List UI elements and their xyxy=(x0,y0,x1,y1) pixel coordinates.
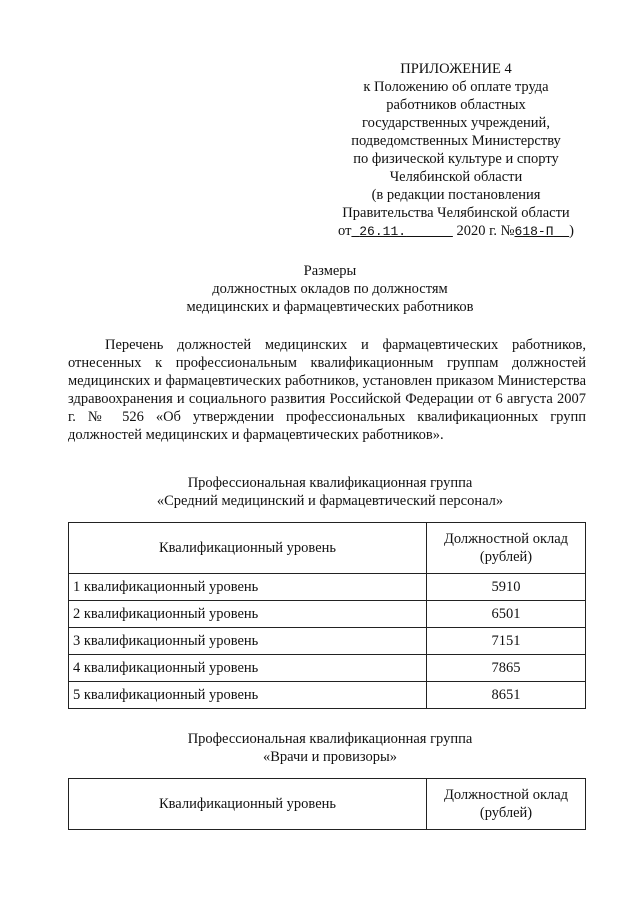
level-cell: 5 квалификационный уровень xyxy=(69,682,427,709)
document-title xyxy=(60,262,600,316)
appendix-date-line xyxy=(326,222,586,241)
header-level: Квалификационный уровень xyxy=(69,523,427,574)
appendix-line: подведомственных Министерству xyxy=(351,133,561,149)
intro-paragraph: Перечень должностей медицинских и фармацевтических работников, отнесенных к профессиональным квалификационным группам должностей медицинских и фармацевтических работников, установлен приказом Министерства здравоохранения и социального развития Российской Федерации от 6 августа 2007 г. № 526 «Об утверждении профессиональных квалификационных групп должностей медицинских и фармацевтических работников». xyxy=(68,337,586,443)
appendix-line: государственных учреждений, xyxy=(362,115,550,131)
appendix-line: по физической культуре и спорту xyxy=(353,151,559,167)
table-header-row xyxy=(69,779,586,830)
salary-table-middle-staff xyxy=(68,522,586,709)
salary-table-doctors xyxy=(68,778,586,830)
title-line: медицинских и фармацевтических работников xyxy=(186,299,474,315)
salary-cell: 7865 xyxy=(427,655,586,682)
group-heading-line: «Врачи и провизоры» xyxy=(262,749,398,765)
appendix-line: (в редакции постановления xyxy=(371,187,541,203)
appendix-line: Правительства Челябинской области xyxy=(342,205,570,221)
level-cell: 2 квалификационный уровень xyxy=(69,601,427,628)
table-row xyxy=(69,628,586,655)
appendix-line: к Положению об оплате труда xyxy=(363,79,549,95)
group-heading-line: Профессиональная квалификационная группа xyxy=(187,475,473,491)
appendix-header xyxy=(326,60,586,241)
title-line: Размеры xyxy=(303,263,357,279)
table-row xyxy=(69,655,586,682)
table-row xyxy=(69,601,586,628)
header-level: Квалификационный уровень xyxy=(69,779,427,830)
date-value: 26.11. xyxy=(359,224,407,239)
group-heading-line: Профессиональная квалификационная группа xyxy=(187,731,473,747)
level-cell: 4 квалификационный уровень xyxy=(69,655,427,682)
appendix-line: работников областных xyxy=(386,97,526,113)
salary-cell: 7151 xyxy=(427,628,586,655)
appendix-line: ПРИЛОЖЕНИЕ 4 xyxy=(400,61,512,77)
appendix-line: Челябинской области xyxy=(389,169,523,185)
salary-cell: 5910 xyxy=(427,574,586,601)
group1-heading xyxy=(60,474,600,510)
salary-cell: 6501 xyxy=(427,601,586,628)
level-cell: 3 квалификационный уровень xyxy=(69,628,427,655)
salary-cell: 8651 xyxy=(427,682,586,709)
header-salary: Должностной оклад (рублей) xyxy=(427,779,586,830)
date-prefix: от xyxy=(338,223,352,239)
table-row xyxy=(69,574,586,601)
header-salary: Должностной оклад (рублей) xyxy=(427,523,586,574)
resolution-number: 618-П xyxy=(514,224,554,239)
year-text: 2020 г. № xyxy=(456,223,515,239)
group2-heading xyxy=(60,730,600,766)
title-line: должностных окладов по должностям xyxy=(212,281,448,297)
group-heading-line: «Средний медицинский и фармацевтический персонал» xyxy=(156,493,504,509)
table-header-row xyxy=(69,523,586,574)
table-row xyxy=(69,682,586,709)
level-cell: 1 квалификационный уровень xyxy=(69,574,427,601)
closing-paren: ) xyxy=(569,223,574,239)
